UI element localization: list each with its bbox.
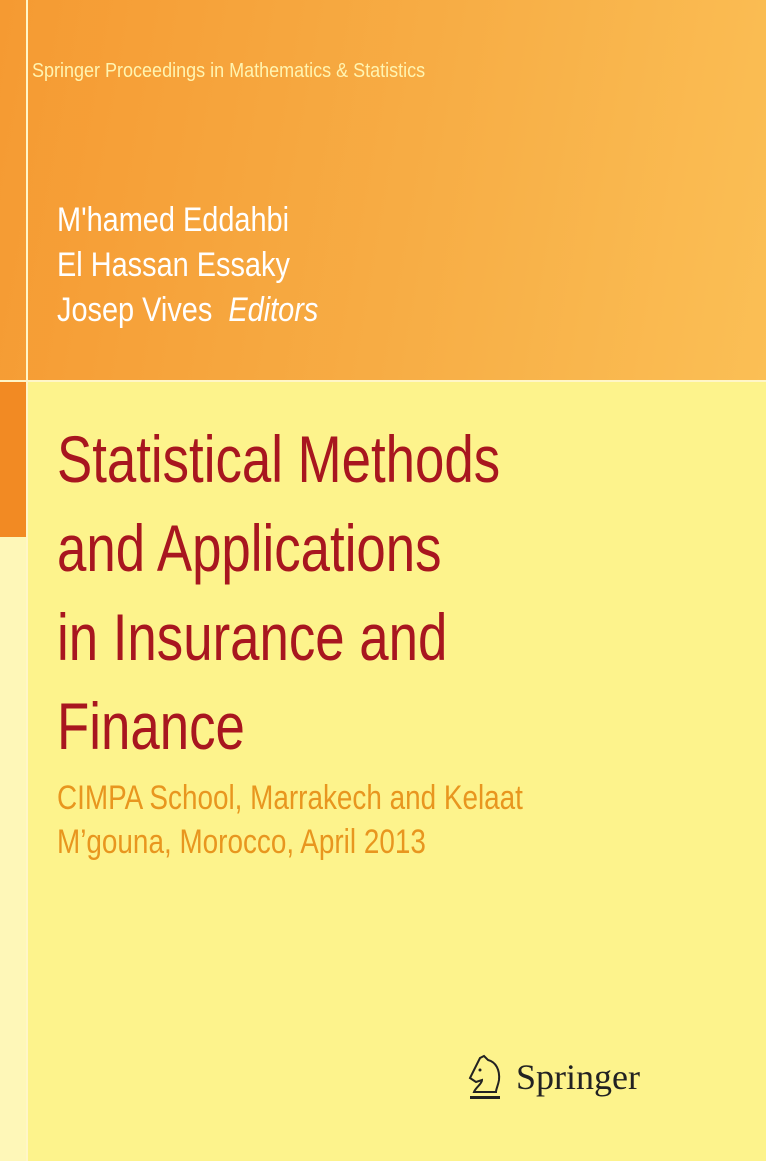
series-name: Springer Proceedings in Mathematics & Statistics: [32, 60, 426, 82]
vertical-divider: [26, 0, 28, 1161]
left-accent-bar: [0, 382, 26, 537]
book-title: [57, 415, 500, 771]
title-line: and Applications: [57, 511, 442, 585]
title-line: Finance: [57, 689, 245, 763]
editors: [57, 198, 318, 333]
horizontal-divider: [0, 380, 766, 382]
publisher-logo: [466, 1054, 640, 1100]
editor-name: El Hassan Essaky: [57, 246, 290, 284]
publisher-name: Springer: [516, 1057, 640, 1097]
subtitle-line: M’gouna, Morocco, April 2013: [57, 823, 426, 861]
title-line: in Insurance and: [57, 600, 448, 674]
editors-label: Editors: [228, 291, 319, 329]
knight-horse-icon: [466, 1054, 506, 1100]
subtitle-line: CIMPA School, Marrakech and Kelaat: [57, 779, 523, 817]
title-line: Statistical Methods: [57, 422, 501, 496]
editor-name: Josep Vives: [57, 291, 213, 329]
editor-name: M'hamed Eddahbi: [57, 201, 290, 239]
left-pale-strip: [0, 537, 26, 1161]
subtitle: [57, 776, 523, 864]
